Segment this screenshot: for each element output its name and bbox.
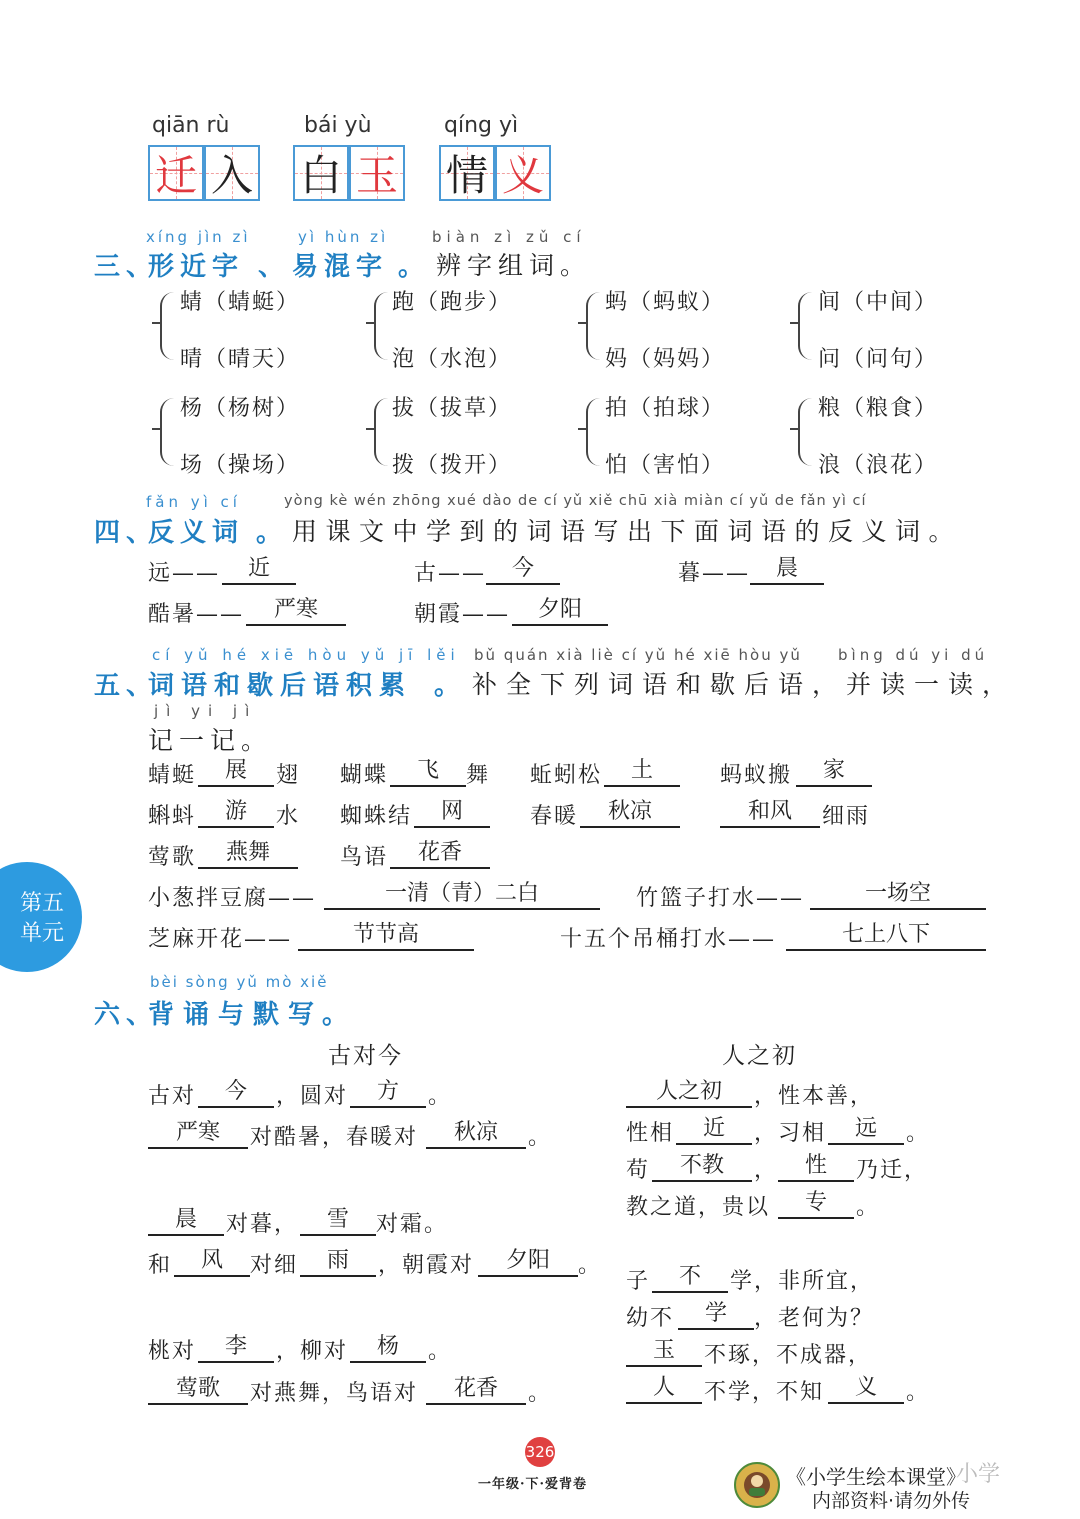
word-pair: 跑（跑步） xyxy=(392,290,513,315)
word-pair: 妈（妈妈） xyxy=(605,347,726,372)
brace xyxy=(798,398,812,466)
pinyin: xíng jìn zì xyxy=(146,228,251,246)
word-prefix: 鸟语 xyxy=(340,845,389,870)
section-task: 记一记。 xyxy=(148,726,273,755)
answer-blank: 和风 xyxy=(720,798,820,828)
poem-title: 人之初 xyxy=(722,1043,797,1069)
poem-text: 。 xyxy=(428,1339,453,1364)
word-prefix: 蜻蜓 xyxy=(148,763,197,788)
poem-text: 。 xyxy=(528,1125,553,1150)
char: 情 xyxy=(445,151,488,200)
period: 。 xyxy=(322,1000,355,1030)
word-pair: 拨（拨开） xyxy=(392,453,513,478)
section-task: 补全下列词语和歇后语，并读一读， xyxy=(472,670,1017,699)
word-suffix: 翅 xyxy=(276,763,301,788)
word-pair: 泡（水泡） xyxy=(392,347,513,372)
section-number: 四、 xyxy=(94,518,159,548)
brace xyxy=(160,292,174,360)
notice: 内部资料·请勿外传 xyxy=(812,1490,971,1512)
pinyin: jì yi jì xyxy=(154,702,258,720)
poem-text: 不学，不知 xyxy=(704,1380,825,1405)
word-prefix: 蚯蚓松 xyxy=(530,763,603,788)
word: 古—— xyxy=(414,561,487,586)
char: 迁 xyxy=(154,151,197,200)
word: 酷暑—— xyxy=(148,602,245,627)
pinyin: fǎn yì cí xyxy=(146,493,241,511)
poem-text: 。 xyxy=(906,1121,931,1146)
word-prefix: 莺歌 xyxy=(148,845,197,870)
poem-text: 。 xyxy=(578,1253,603,1278)
separator: 、 xyxy=(258,252,291,282)
poem-text: 幼不 xyxy=(626,1306,675,1331)
poem-text: 乃迁， xyxy=(856,1158,929,1183)
word-prefix: 春暖 xyxy=(530,804,579,829)
answer-blank: 学 xyxy=(678,1300,754,1330)
period: 。 xyxy=(256,518,289,548)
char-box xyxy=(439,145,495,201)
unit-side-tab xyxy=(0,862,82,972)
section-title: 形近字 xyxy=(148,252,245,282)
poem-text: 性相 xyxy=(626,1121,675,1146)
word-pair: 杨（杨树） xyxy=(180,396,301,421)
unit-tab-line2: 单元 xyxy=(20,921,65,946)
saying-question: 芝麻开花—— xyxy=(148,927,293,952)
section-number: 五、 xyxy=(94,671,159,701)
word-pair: 问（问句） xyxy=(818,347,939,372)
char-box xyxy=(204,145,260,201)
poem-text: 桃对 xyxy=(148,1339,197,1364)
saying-answer: 七上八下 xyxy=(786,921,986,951)
char-box xyxy=(495,145,551,201)
answer-blank: 近 xyxy=(222,555,296,585)
answer-blank: 义 xyxy=(828,1374,904,1404)
poem-text: ，习相 xyxy=(754,1121,827,1146)
poem-text: ，老何为？ xyxy=(754,1306,875,1331)
word-pair: 蜻（蜻蜓） xyxy=(180,290,301,315)
answer-blank: 夕阳 xyxy=(512,596,608,626)
section-task: 辨字组词。 xyxy=(436,251,592,280)
word: 暮—— xyxy=(678,561,751,586)
saying-answer: 一清（青）二白 xyxy=(324,880,600,910)
poem-text: 对细 xyxy=(250,1253,299,1278)
poem-text: 不琢，不成器， xyxy=(704,1343,873,1368)
word-pair: 拔（拔草） xyxy=(392,396,513,421)
answer-blank: 严寒 xyxy=(148,1119,248,1149)
period: 。 xyxy=(434,671,467,701)
poem-text: 对暮， xyxy=(226,1212,299,1237)
answer-blank: 夕阳 xyxy=(478,1247,578,1277)
answer-blank: 家 xyxy=(796,757,872,787)
watermark: 小学 xyxy=(956,1462,1001,1487)
answer-blank: 秋凉 xyxy=(580,798,680,828)
answer-blank: 花香 xyxy=(426,1375,526,1405)
pinyin: bìng dú yi dú xyxy=(838,646,989,664)
saying-question: 十五个吊桶打水—— xyxy=(560,927,777,952)
poem-text: 子 xyxy=(626,1269,651,1294)
answer-blank: 花香 xyxy=(390,839,490,869)
word-pair: 间（中间） xyxy=(818,290,939,315)
pinyin: yòng kè wén zhōng xué dào de cí yǔ xiě chū xià miàn cí yǔ de fǎn yì cí xyxy=(284,493,867,509)
pinyin-qianru: qiān rù xyxy=(152,113,230,138)
poem-text: 苟 xyxy=(626,1158,651,1183)
answer-blank: 人之初 xyxy=(626,1078,752,1108)
word-pair: 晴（晴天） xyxy=(180,347,301,372)
poem-text: 学，非所宜， xyxy=(730,1269,875,1294)
answer-blank: 土 xyxy=(604,757,680,787)
brace xyxy=(160,398,174,466)
poem-text: 和 xyxy=(148,1253,173,1278)
pinyin: yì hùn zì xyxy=(298,228,389,246)
answer-blank: 展 xyxy=(198,757,274,787)
word-suffix: 水 xyxy=(276,804,301,829)
word-suffix: 舞 xyxy=(466,763,491,788)
answer-blank: 近 xyxy=(676,1115,752,1145)
answer-blank: 方 xyxy=(350,1078,426,1108)
pinyin: bèi sòng yǔ mò xiě xyxy=(150,973,329,991)
poem-text: 。 xyxy=(528,1381,553,1406)
answer-blank: 不教 xyxy=(652,1152,752,1182)
word-pair: 蚂（蚂蚁） xyxy=(605,290,726,315)
answer-blank: 杨 xyxy=(350,1333,426,1363)
poem-text: 古对 xyxy=(148,1084,197,1109)
answer-blank: 李 xyxy=(198,1333,274,1363)
section-number: 六、 xyxy=(94,1000,159,1030)
poem-text: 对酷暑，春暖对 xyxy=(250,1125,419,1150)
word-suffix: 细雨 xyxy=(822,804,871,829)
page-number: 326 xyxy=(525,1437,555,1467)
word-pair: 拍（拍球） xyxy=(605,396,726,421)
section-task: 用课文中学到的词语写出下面词语的反义词。 xyxy=(292,517,963,546)
answer-blank: 严寒 xyxy=(246,596,346,626)
pinyin-baiyu: bái yù xyxy=(304,113,372,138)
saying-question: 竹篮子打水—— xyxy=(636,886,805,911)
answer-blank: 晨 xyxy=(148,1206,224,1236)
char-box xyxy=(293,145,349,201)
brand-name: 《小学生绘本课堂》 xyxy=(786,1465,966,1489)
answer-blank: 晨 xyxy=(750,555,824,585)
char: 义 xyxy=(501,151,544,200)
poem-text: 对燕舞，鸟语对 xyxy=(250,1381,419,1406)
unit-tab-line1: 第五 xyxy=(20,891,65,916)
char: 入 xyxy=(210,151,253,200)
poem-text: 。 xyxy=(906,1380,931,1405)
brace xyxy=(586,292,600,360)
logo-icon xyxy=(734,1462,780,1508)
answer-blank: 飞 xyxy=(390,757,466,787)
answer-blank: 游 xyxy=(198,798,274,828)
poem-text: 对霜。 xyxy=(376,1212,449,1237)
saying-answer: 节节高 xyxy=(298,921,474,951)
answer-blank: 性 xyxy=(778,1152,854,1182)
brace xyxy=(586,398,600,466)
brace xyxy=(374,398,388,466)
word-pair: 粮（粮食） xyxy=(818,396,939,421)
answer-blank: 远 xyxy=(828,1115,904,1145)
answer-blank: 玉 xyxy=(626,1337,702,1367)
word-pair: 场（操场） xyxy=(180,453,301,478)
saying-question: 小葱拌豆腐—— xyxy=(148,886,317,911)
period: 。 xyxy=(398,252,431,282)
answer-blank: 秋凉 xyxy=(426,1119,526,1149)
answer-blank: 燕舞 xyxy=(198,839,298,869)
section-title: 反义词 xyxy=(148,518,245,548)
pinyin: bǔ quán xià liè cí yǔ hé xiē hòu yǔ xyxy=(474,646,802,664)
word-pair: 浪（浪花） xyxy=(818,453,939,478)
word: 远—— xyxy=(148,561,221,586)
word: 朝霞—— xyxy=(414,602,511,627)
answer-blank: 专 xyxy=(778,1189,854,1219)
char: 玉 xyxy=(355,151,398,200)
section-title: 词语和歇后语积累 xyxy=(148,671,413,701)
brace xyxy=(374,292,388,360)
poem-text: 。 xyxy=(428,1084,453,1109)
answer-blank: 人 xyxy=(626,1374,702,1404)
poem-text: ，朝霞对 xyxy=(378,1253,475,1278)
pinyin: cí yǔ hé xiē hòu yǔ jī lěi xyxy=(152,646,460,664)
section-title: 易混字 xyxy=(292,252,389,282)
poem-text: ，性本善， xyxy=(754,1084,875,1109)
answer-blank: 今 xyxy=(486,555,560,585)
poem-text: 。 xyxy=(856,1195,881,1220)
pinyin: biàn zì zǔ cí xyxy=(432,228,586,246)
answer-blank: 雪 xyxy=(300,1206,376,1236)
word-prefix: 蜘蛛结 xyxy=(340,804,413,829)
answer-blank: 风 xyxy=(174,1247,250,1277)
poem-text: 教之道，贵以 xyxy=(626,1195,771,1220)
answer-blank: 不 xyxy=(652,1263,728,1293)
word-prefix: 蝌蚪 xyxy=(148,804,197,829)
pinyin-qingyi: qíng yì xyxy=(444,113,519,138)
answer-blank: 雨 xyxy=(300,1247,376,1277)
char-box xyxy=(148,145,204,201)
word-prefix: 蝴蝶 xyxy=(340,763,389,788)
answer-blank: 网 xyxy=(414,798,490,828)
char: 白 xyxy=(299,151,342,200)
poem-title: 古对今 xyxy=(328,1043,403,1069)
section-number: 三、 xyxy=(94,252,159,282)
poem-text: ，柳对 xyxy=(276,1339,349,1364)
brace xyxy=(798,292,812,360)
answer-blank: 莺歌 xyxy=(148,1375,248,1405)
char-box xyxy=(349,145,405,201)
word-prefix: 蚂蚁搬 xyxy=(720,763,793,788)
poem-text: ， xyxy=(754,1158,779,1183)
grade-label: 一年级·下·爱背卷 xyxy=(478,1477,588,1492)
poem-text: ，圆对 xyxy=(276,1084,349,1109)
word-pair: 怕（害怕） xyxy=(605,453,726,478)
section-title: 背诵与默写 xyxy=(148,1000,324,1030)
answer-blank: 今 xyxy=(198,1078,274,1108)
saying-answer: 一场空 xyxy=(810,880,986,910)
